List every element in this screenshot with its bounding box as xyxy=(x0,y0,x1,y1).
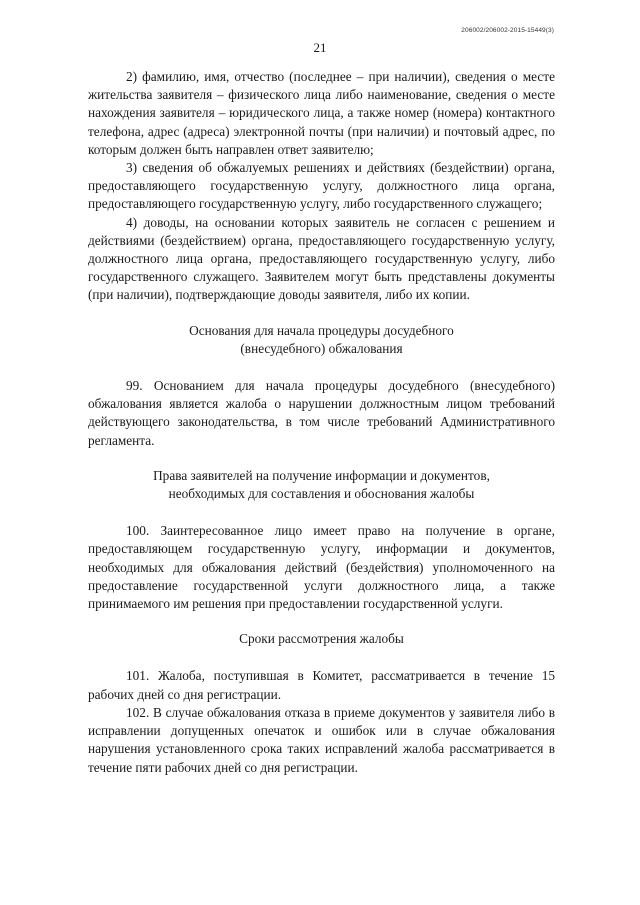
section-heading-terms xyxy=(88,630,555,648)
document-body xyxy=(88,68,555,777)
heading-line: Права заявителей на получение информации и документов, xyxy=(153,467,490,483)
paragraph-100: 100. Заинтересованное лицо имеет право на получение в органе, предоставляющем государственную услугу, информации и документов, необходимых для обжалования действий (бездействия) уполномоченного на предоставление государственной услуги должностного лица, а также принимаемого им решения при предоставлении государственной услуги. xyxy=(88,523,555,612)
heading-line: необходимых для составления и обоснования жалобы xyxy=(168,486,475,502)
heading-line: (внесудебного) обжалования xyxy=(240,340,403,356)
paragraph-101: 101. Жалоба, поступившая в Комитет, рассматривается в течение 15 рабочих дней со дня регистрации. xyxy=(88,668,555,702)
paragraph-99: 99. Основанием для начала процедуры досудебного (внесудебного) обжалования является жалоба о нарушении должностным лицом требований действующего законодательства, в том числе требований Административного регламента. xyxy=(88,378,555,448)
paragraph-item-4: 4) доводы, на основании которых заявитель не согласен с решением и действиями (бездействием) органа, предоставляющего государственную услугу, должностного лица органа, предоставляющего государственную услугу, либо государственного служащего. Заявителем могут быть представлены документы (при наличии), подтверждающие доводы заявителя, либо их копии. xyxy=(88,214,555,303)
section-heading-rights xyxy=(88,467,555,503)
paragraph-item-3: 3) сведения об обжалуемых решениях и действиях (бездействии) органа, предоставляющего государственную услугу, должностного лица органа, предоставляющего государственную услугу, либо государственного служащего; xyxy=(88,160,555,212)
paragraph-102: 102. В случае обжалования отказа в приеме документов у заявителя либо в исправлении допущенных опечаток и ошибок или в случае обжалования нарушения установленного срока таких исправлений жалоба рассматривается в течение пяти рабочих дней со дня регистрации. xyxy=(88,704,555,775)
document-id: 206002/206002-2015-15449(3) xyxy=(461,27,554,34)
heading-line: Сроки рассмотрения жалобы xyxy=(239,631,404,647)
paragraph-item-2: 2) фамилию, имя, отчество (последнее – при наличии), сведения о месте жительства заявителя – физического лица либо наименование, сведения о месте нахождения заявителя – юридического лица, а также номер (номера) контактного телефона, адрес (адреса) электронной почты (при наличии) и почтовый адрес, по которым должен быть направлен ответ заявителю; xyxy=(88,69,555,157)
heading-line: Основания для начала процедуры досудебного xyxy=(189,322,454,338)
page-number: 21 xyxy=(313,40,327,55)
section-heading-grounds xyxy=(88,322,555,358)
